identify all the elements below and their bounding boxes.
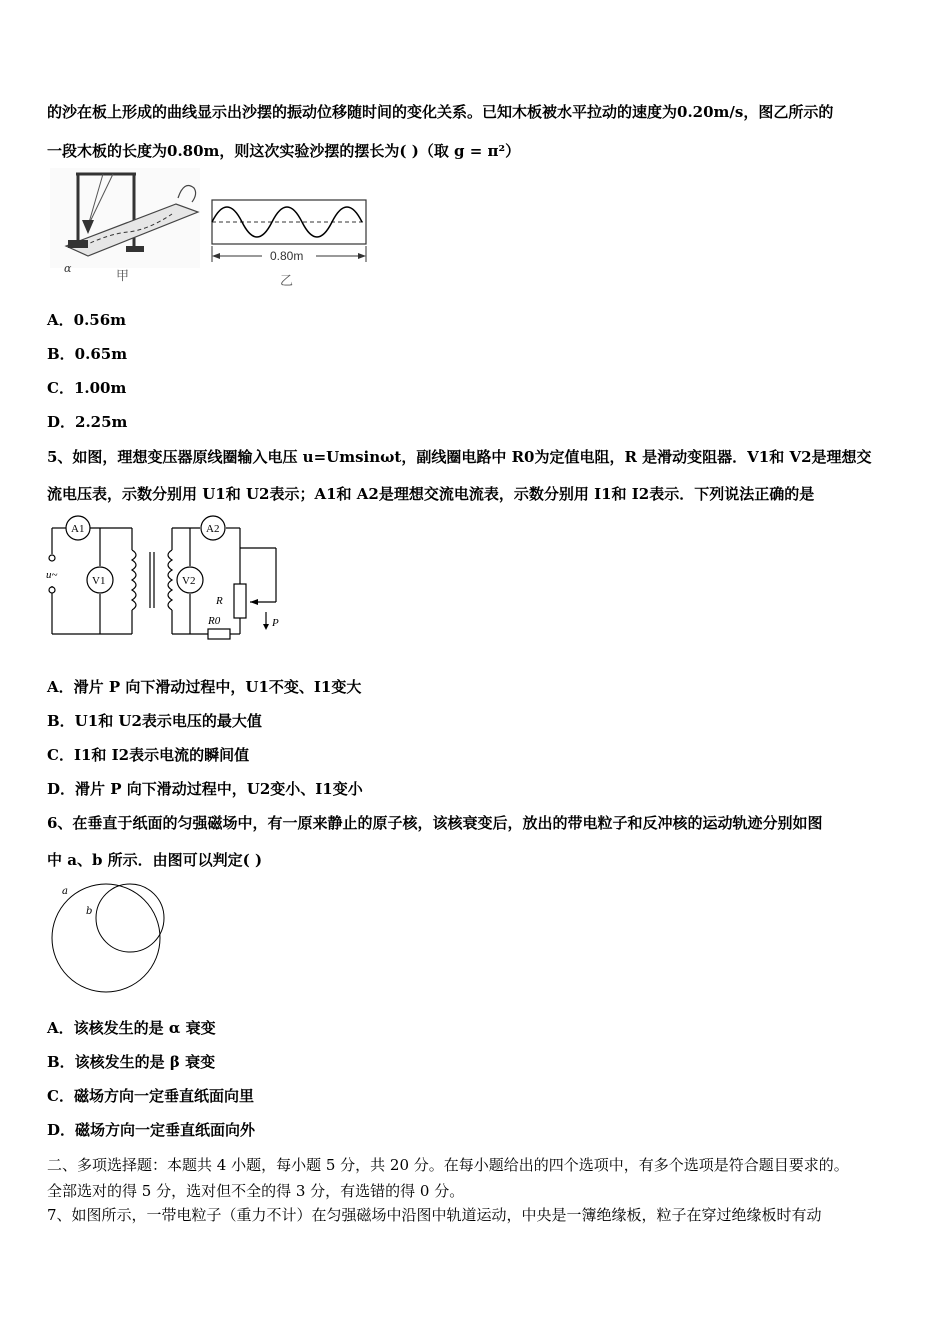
primary-coil xyxy=(132,550,136,610)
label-r: R xyxy=(216,595,223,607)
dim-arrow-left xyxy=(212,253,220,259)
section2-instructions-line1: 二、多项选择题：本题共 4 小题，每小题 5 分，共 20 分。在每小题给出的四个选项中，有多个选项是符合题目要求的。 xyxy=(47,1156,849,1174)
label-u: u~ xyxy=(46,569,58,581)
slider-p-arrowhead xyxy=(250,599,258,605)
fig-length-label: 0.80m xyxy=(270,249,304,263)
q7-stem-line1: 7、如图所示，一带电粒子（重力不计）在匀强磁场中沿图中轨道运动，中央是一簿绝缘板，粒子在穿过绝缘板时有动 xyxy=(47,1206,822,1224)
q4-option-d: D．2.25m xyxy=(47,413,128,431)
dim-arrow-right xyxy=(358,253,366,259)
q5-option-a: A．滑片 P 向下滑动过程中，U1不变、I1变大 xyxy=(47,678,362,696)
stand-base-right xyxy=(126,246,144,252)
input-terminal-top xyxy=(49,555,55,561)
q4-option-c: C．1.00m xyxy=(47,379,127,397)
q4-option-b: B．0.65m xyxy=(47,345,128,363)
q6-stem-line1: 6、在垂直于纸面的匀强磁场中，有一原来静止的原子核，该核衰变后，放出的带电粒子和反冲核的运动轨迹分别如图 xyxy=(47,814,823,832)
q4-stem-line2: 一段木板的长度为0.80m，则这次实验沙摆的摆长为( )（取 g = π²） xyxy=(47,142,521,160)
resistor-r0 xyxy=(208,629,230,639)
q5-option-b: B．U1和 U2表示电压的最大值 xyxy=(47,712,262,730)
track-b-circle xyxy=(96,884,164,952)
input-terminal-bottom xyxy=(49,587,55,593)
q5-option-d: D．滑片 P 向下滑动过程中，U2变小、I1变小 xyxy=(47,780,363,798)
label-a: a xyxy=(62,886,68,897)
q4-option-a: A．0.56m xyxy=(47,311,127,329)
q5-circuit-figure xyxy=(44,514,294,644)
q6-tracks-figure xyxy=(46,880,166,995)
q6-option-b: B．该核发生的是 β 衰变 xyxy=(47,1053,216,1071)
fig-caption-left: 甲 xyxy=(116,269,130,284)
sand-pendulum-illustration xyxy=(48,168,368,288)
section2-instructions-line2: 全部选对的得 5 分，选对但不全的得 3 分，有选错的得 0 分。 xyxy=(47,1182,465,1200)
label-r0: R0 xyxy=(208,615,221,627)
q5-option-c: C．I1和 I2表示电流的瞬间值 xyxy=(47,746,250,764)
label-p: P xyxy=(272,617,279,629)
fig-caption-right: 乙 xyxy=(280,274,294,288)
label-a1: A1 xyxy=(71,523,85,535)
track-a-circle xyxy=(52,884,160,992)
secondary-coil xyxy=(168,550,172,610)
q6-option-c: C．磁场方向一定垂直纸面向里 xyxy=(47,1087,254,1105)
label-a2: A2 xyxy=(206,523,220,535)
q6-option-a: A．该核发生的是 α 衰变 xyxy=(47,1019,216,1037)
label-v1: V1 xyxy=(92,575,106,587)
decay-tracks xyxy=(46,880,166,995)
q5-stem-line2: 流电压表，示数分别用 U1和 U2表示；A1和 A2是理想交流电流表，示数分别用 I1和 I2表示．下列说法正确的是 xyxy=(47,485,815,503)
slider-down-arrowhead xyxy=(263,624,269,630)
q4-stem-line1: 的沙在板上形成的曲线显示出沙摆的振动位移随时间的变化关系。已知木板被水平拉动的速度为0.20m/s，图乙所示的 xyxy=(47,103,834,121)
q4-figure xyxy=(48,168,368,288)
rheostat-r xyxy=(234,584,246,618)
q5-stem-line1: 5、如图，理想变压器原线圈输入电压 u=Umsinωt，副线圈电路中 R0为定值电阻，R 是滑动变阻器．V1和 V2是理想交 xyxy=(47,448,872,466)
label-b: b xyxy=(86,906,93,917)
label-v2: V2 xyxy=(182,575,196,587)
stand-base-left xyxy=(68,240,88,248)
alpha-mark: α xyxy=(64,262,72,275)
transformer-circuit xyxy=(44,514,294,644)
q6-option-d: D．磁场方向一定垂直纸面向外 xyxy=(47,1121,256,1139)
q6-stem-line2: 中 a、b 所示．由图可以判定( ) xyxy=(47,851,263,869)
